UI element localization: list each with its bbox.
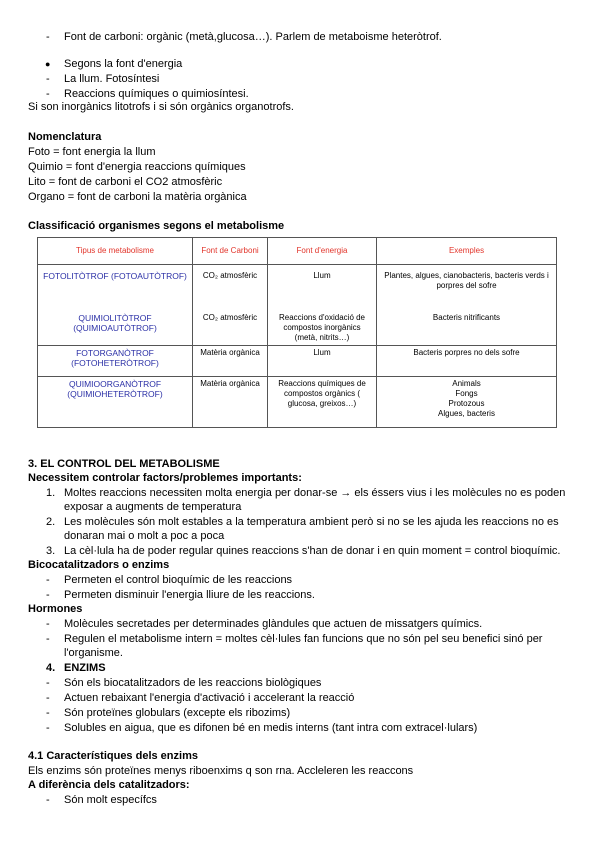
- metabolism-type: FOTORGANÒTROF (FOTOHETERÒTROF): [38, 346, 193, 377]
- list-number: 1.: [46, 487, 56, 499]
- metabolism-table: [37, 237, 557, 428]
- nomenclatura-heading: Nomenclatura: [28, 131, 102, 143]
- chemical-item: Reaccions químiques o quimiosíntesi.: [64, 88, 249, 100]
- dash-marker: -: [46, 707, 50, 719]
- examples: Bacteris porpres no dels sofre: [377, 346, 557, 377]
- catalysts-item: Són molt específcs: [64, 794, 157, 806]
- table-header-row: [38, 238, 557, 265]
- hormones-heading: Hormones: [28, 603, 83, 615]
- dash-marker: -: [46, 722, 50, 734]
- bullet-marker: ●: [45, 59, 51, 69]
- enzims-item: Són els biocatalitzadors de les reaccions biològiques: [64, 677, 322, 689]
- enzims-item: Són proteïnes globulars (excepte els ribozims): [64, 707, 291, 719]
- dash-marker: -: [46, 677, 50, 689]
- dash-marker: -: [46, 589, 50, 601]
- column-header: Font de Carboni: [193, 238, 268, 265]
- hormones-item: Molècules secretades per determinades glàndules que actuen de missatgers químics.: [64, 618, 483, 630]
- dash-marker: -: [46, 31, 50, 43]
- hormones-item-cont: l'organisme.: [64, 647, 123, 659]
- hormones-item: Regulen el metabolisme intern = moltes cèl·lules fan funcions que no són pel seu benefici sinó per: [64, 633, 543, 645]
- nomenclatura-line: Foto = font energia la llum: [28, 146, 156, 158]
- control-item: Moltes reaccions necessiten molta energia per donar-se → els éssers vius i les molècules no es poden: [64, 487, 566, 499]
- enzims-number: 4.: [46, 662, 56, 674]
- energy-source: Reaccions d'oxidació de compostos inorgànics (metà, nitrits…): [268, 311, 377, 346]
- control-item-cont: donaran mai o molt a poc a poca: [64, 530, 225, 542]
- dash-marker: -: [46, 618, 50, 630]
- catalysts-subheading: A diferència dels catalitzadors:: [28, 779, 190, 791]
- dash-marker: -: [46, 73, 50, 85]
- example-item: Fongs: [455, 389, 478, 398]
- column-header: Exemples: [377, 238, 557, 265]
- table-row: [38, 311, 557, 346]
- list-number: 2.: [46, 516, 56, 528]
- biocat-item: Permeten disminuir l'energia lliure de les reaccions.: [64, 589, 315, 601]
- nomenclatura-line: Quimio = font d'energia reaccions químiques: [28, 161, 246, 173]
- example-item: Animals: [452, 379, 481, 388]
- enzims-heading: ENZIMS: [64, 662, 106, 674]
- example-item: Algues, bacteris: [438, 409, 495, 418]
- column-header: Font d'energia: [268, 238, 377, 265]
- control-item: La cèl·lula ha de poder regular quines reaccions s'han de donar i en quin moment = control bioquímic.: [64, 545, 561, 557]
- enzims-item: Solubles en aigua, que es difonen bé en medis interns (tant intra com extracel·lulars): [64, 722, 478, 734]
- carbon-source: CO₂ atmosfèric: [193, 265, 268, 312]
- energy-source: Llum: [268, 265, 377, 312]
- summary-line: Si son inorgànics litotrofs i si són orgànics organotrofs.: [28, 101, 294, 113]
- control-item: Les molècules són molt estables a la temperatura ambient però si no se les ajuda les reaccions no es: [64, 516, 559, 528]
- examples: [377, 377, 557, 428]
- dash-marker: -: [46, 692, 50, 704]
- energy-source: Reaccions químiques de compostos orgànics ( glucosa, greixos…): [268, 377, 377, 428]
- control-item-cont: exposar a augments de temperatura: [64, 501, 242, 513]
- biocat-heading: Bicocatalitzadors o enzims: [28, 559, 170, 571]
- nomenclatura-line: Organo = font de carboni la matèria orgànica: [28, 191, 247, 203]
- table-row: [38, 265, 557, 312]
- examples: Plantes, algues, cianobacteris, bacteris verds i porpres del sofre: [377, 265, 557, 312]
- characteristics-line: Els enzims són proteïnes menys riboenxims q son rna. Accleleren les reaccons: [28, 765, 414, 777]
- classification-heading: Classificació organismes segons el metabolisme: [28, 220, 285, 232]
- nomenclatura-line: Lito = font de carboni el CO2 atmosfèric: [28, 176, 223, 188]
- dash-marker: -: [46, 574, 50, 586]
- dash-marker: -: [46, 794, 50, 806]
- table-row: [38, 346, 557, 377]
- column-header: Tipus de metabolisme: [38, 238, 193, 265]
- energy-source: Llum: [268, 346, 377, 377]
- biocat-item: Permeten el control bioquímic de les reaccions: [64, 574, 293, 586]
- carbon-source-line: Font de carboni: orgànic (metà,glucosa…). Parlem de metaboisme heteròtrof.: [64, 31, 442, 43]
- light-item: La llum. Fotosíntesi: [64, 73, 160, 85]
- example-item: Protozous: [448, 399, 485, 408]
- dash-marker: -: [46, 88, 50, 100]
- metabolism-type: QUIMIOORGANÒTROF (QUIMIOHETERÒTROF): [38, 377, 193, 428]
- carbon-source: CO₂ atmosfèric: [193, 311, 268, 346]
- carbon-source: Matèria orgànica: [193, 346, 268, 377]
- control-subheading: Necessitem controlar factors/problemes importants:: [28, 472, 302, 484]
- examples: Bacteris nitrificants: [377, 311, 557, 346]
- control-heading: 3. EL CONTROL DEL METABOLISME: [28, 458, 220, 470]
- enzims-item: Actuen rebaixant l'energia d'activació i accelerant la reacció: [64, 692, 355, 704]
- table-row: [38, 377, 557, 428]
- list-number: 3.: [46, 545, 56, 557]
- metabolism-type: FOTOLITÒTROF (FOTOAUTÒTROF): [38, 265, 193, 312]
- energy-source-bullet: Segons la font d'energia: [64, 58, 183, 70]
- carbon-source: Matèria orgànica: [193, 377, 268, 428]
- dash-marker: -: [46, 633, 50, 645]
- characteristics-heading: 4.1 Característiques dels enzims: [28, 750, 198, 762]
- metabolism-type: QUIMIOLITÒTROF (QUIMIOAUTÒTROF): [38, 311, 193, 346]
